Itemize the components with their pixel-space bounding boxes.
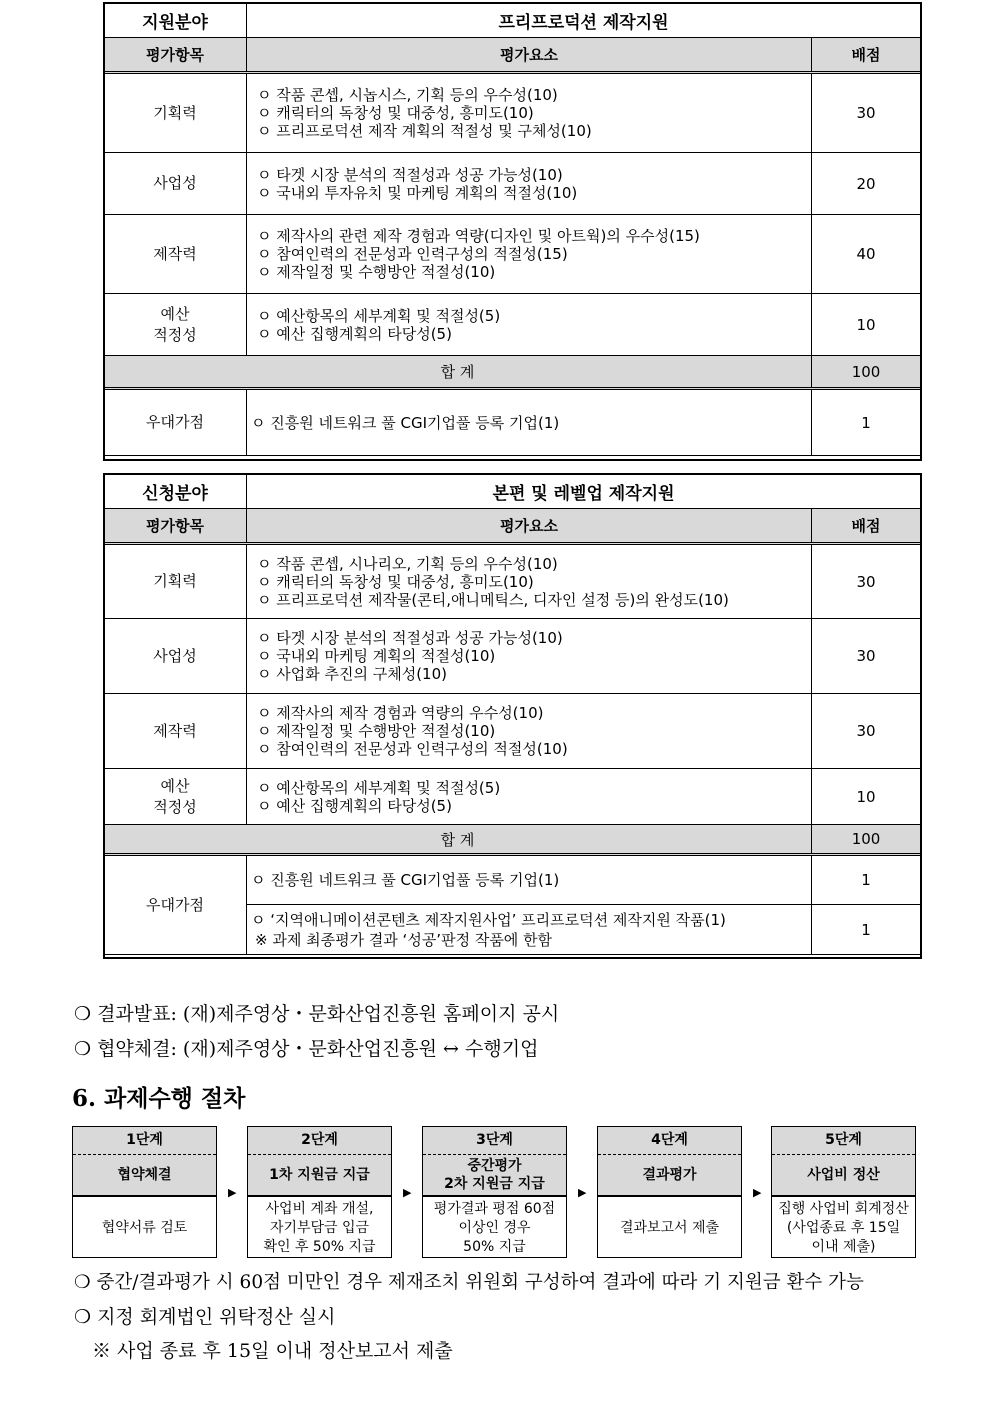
total-row xyxy=(104,356,921,389)
category-label: 적정성 xyxy=(153,797,197,816)
section-title: 6. 과제수행 절차 xyxy=(72,1085,246,1112)
criterion-item: ㅇ 제작일정 및 수행방안 적절성(10) xyxy=(257,722,496,740)
evaluation-table-preproduction xyxy=(103,2,921,456)
items-cell xyxy=(247,769,812,825)
process-step-1 xyxy=(72,1126,217,1258)
bonus-score: 1 xyxy=(812,389,921,456)
criterion-item: ㅇ 타겟 시장 분석의 적절성과 성공 가능성(10) xyxy=(257,629,563,647)
arrow-icon: ▶ xyxy=(753,1186,762,1199)
arrow-icon: ▶ xyxy=(578,1186,587,1199)
category-label: 예산 xyxy=(160,776,190,795)
footer-bullet-sanction: ❍ 중간/결과평가 시 60점 미만인 경우 제재조치 위원회 구성하여 결과에 따라 기 지원금 환수 가능 xyxy=(74,1272,864,1293)
criterion-item: ㅇ 국내외 투자유치 및 마케팅 계획의 적절성(10) xyxy=(257,183,578,202)
criterion-item: ㅇ 프리프로덕션 제작 계획의 적절성 및 구체성(10) xyxy=(257,122,592,140)
column-header-element: 평가요소 xyxy=(247,38,812,73)
category-label: 기획력 xyxy=(153,103,197,122)
criterion-item: ㅇ 캐릭터의 독창성 및 대중성, 흥미도(10) xyxy=(257,572,534,591)
bonus-item xyxy=(247,389,812,456)
items-cell xyxy=(247,544,812,619)
score-cell: 30 xyxy=(812,694,921,769)
items-cell xyxy=(247,294,812,356)
step-title: 중간평가 2차 지원금 지급 xyxy=(423,1155,566,1197)
step-desc: 사업비 계좌 개설, 자기부담금 입금 확인 후 50% 지급 xyxy=(263,1201,376,1255)
category-cell xyxy=(104,294,247,356)
criterion-item: ㅇ 캐릭터의 독창성 및 대중성, 흥미도(10) xyxy=(257,104,534,122)
items-cell xyxy=(247,215,812,294)
category-label: 사업성 xyxy=(153,646,197,665)
bonus-score: 1 xyxy=(812,855,921,905)
criterion-item: ㅇ 예산항목의 세부계획 및 적절성(5) xyxy=(257,306,501,325)
score-cell: 30 xyxy=(812,73,921,153)
category-cell xyxy=(104,73,247,153)
category-cell xyxy=(104,694,247,769)
criterion-item: ㅇ 예산 집행계획의 타당성(5) xyxy=(257,796,452,815)
score-cell: 20 xyxy=(812,153,921,215)
items-cell xyxy=(247,153,812,215)
bonus-item-text: ㅇ 진흥원 네트워크 풀 CGI기업풀 등록 기업(1) xyxy=(251,413,560,432)
column-header-item: 평가항목 xyxy=(104,38,247,73)
bonus-row xyxy=(104,389,921,456)
items-cell xyxy=(247,694,812,769)
step-stage: 5단계 xyxy=(772,1127,915,1155)
items-cell xyxy=(247,619,812,694)
category-label: 예산 xyxy=(160,304,190,323)
table-row xyxy=(104,294,921,356)
evaluation-table-main-production xyxy=(103,473,921,955)
criterion-item: ㅇ 프리프로덕션 제작물(콘티,애니메틱스, 디자인 설정 등)의 완성도(10) xyxy=(257,590,729,609)
bonus-item-note: ※ 과제 최종평가 결과 ‘성공’판정 작품에 한함 xyxy=(255,930,553,949)
total-label: 합 계 xyxy=(104,356,812,389)
total-row xyxy=(104,825,921,855)
items-cell xyxy=(247,73,812,153)
table-row xyxy=(104,694,921,769)
score-cell: 10 xyxy=(812,769,921,825)
column-header-element: 평가요소 xyxy=(247,509,812,544)
step-stage: 1단계 xyxy=(73,1127,216,1155)
criterion-item: ㅇ 작품 콘셉, 시놉시스, 기획 등의 우수성(10) xyxy=(257,86,558,104)
footer-bullet-accounting: ❍ 지정 회계법인 위탁정산 실시 xyxy=(74,1306,336,1328)
step-title: 협약체결 xyxy=(73,1155,216,1197)
bonus-item-text: ㅇ 진흥원 네트워크 풀 CGI기업풀 등록 기업(1) xyxy=(251,871,560,889)
table-row xyxy=(104,153,921,215)
step-stage: 3단계 xyxy=(423,1127,566,1155)
process-step-3 xyxy=(422,1126,567,1258)
step-title: 결과평가 xyxy=(598,1155,741,1197)
step-desc: 협약서류 검토 xyxy=(101,1220,188,1236)
bonus-item xyxy=(247,905,812,955)
bonus-item-text: ㅇ ‘지역애니메이션콘텐츠 제작지원사업’ 프리프로덕션 제작지원 작품(1) xyxy=(251,910,726,929)
bonus-item xyxy=(247,855,812,905)
step-desc: 결과보고서 제출 xyxy=(619,1220,720,1236)
step-desc: 평가결과 평점 60점 이상인 경우 50% 지급 xyxy=(433,1201,556,1255)
criterion-item: ㅇ 참여인력의 전문성과 인력구성의 적절성(10) xyxy=(257,740,568,758)
criterion-item: ㅇ 예산 집행계획의 타당성(5) xyxy=(257,324,452,343)
table-row xyxy=(104,215,921,294)
category-label: 적정성 xyxy=(153,325,197,344)
bonus-row xyxy=(104,855,921,905)
column-header-score: 배점 xyxy=(812,38,921,73)
criterion-item: ㅇ 사업화 추진의 구체성(10) xyxy=(257,665,447,683)
category-cell xyxy=(104,769,247,825)
bonus-label: 우대가점 xyxy=(104,389,247,456)
score-cell: 30 xyxy=(812,619,921,694)
step-desc: 집행 사업비 회계정산 (사업종료 후 15일 이내 제출) xyxy=(778,1201,909,1255)
category-label: 제작력 xyxy=(153,721,197,740)
criterion-item: ㅇ 참여인력의 전문성과 인력구성의 적절성(15) xyxy=(257,245,568,263)
criterion-item: ㅇ 제작일정 및 수행방안 적절성(10) xyxy=(257,263,496,281)
criterion-item: ㅇ 예산항목의 세부계획 및 적절성(5) xyxy=(257,778,501,797)
table-row xyxy=(104,544,921,619)
bonus-label: 우대가점 xyxy=(104,855,247,955)
step-stage: 4단계 xyxy=(598,1127,741,1155)
category-cell xyxy=(104,153,247,215)
category-label: 제작력 xyxy=(153,244,197,263)
category-cell xyxy=(104,544,247,619)
table-row xyxy=(104,73,921,153)
footer-note: ※ 사업 종료 후 15일 이내 정산보고서 제출 xyxy=(92,1340,453,1362)
table-row xyxy=(104,769,921,825)
process-step-2 xyxy=(247,1126,392,1258)
criterion-item: ㅇ 제작사의 제작 경험과 역량의 우수성(10) xyxy=(257,704,544,722)
field-label: 신청분야 xyxy=(104,474,247,509)
announcement-agreement: ❍ 협약체결: (재)제주영상・문화산업진흥원 ↔ 수행기업 xyxy=(74,1038,539,1060)
total-score: 100 xyxy=(812,356,921,389)
field-value: 본편 및 레벨업 제작지원 xyxy=(247,474,921,509)
category-label: 기획력 xyxy=(153,572,197,590)
column-header-score: 배점 xyxy=(812,509,921,544)
criterion-item: ㅇ 국내외 마케팅 계획의 적절성(10) xyxy=(257,647,496,665)
criterion-item: ㅇ 타겟 시장 분석의 적절성과 성공 가능성(10) xyxy=(257,165,563,184)
arrow-icon: ▶ xyxy=(228,1186,237,1199)
total-label: 합 계 xyxy=(104,825,812,855)
announcement-result: ❍ 결과발표: (재)제주영상・문화산업진흥원 홈페이지 공시 xyxy=(74,1003,560,1025)
field-label: 지원분야 xyxy=(104,3,247,38)
category-label: 사업성 xyxy=(153,174,197,192)
criterion-item: ㅇ 작품 콘셉, 시나리오, 기획 등의 우수성(10) xyxy=(257,554,558,573)
table-row xyxy=(104,619,921,694)
arrow-icon: ▶ xyxy=(403,1186,412,1199)
category-cell xyxy=(104,215,247,294)
bonus-score: 1 xyxy=(812,905,921,955)
step-title: 1차 지원금 지급 xyxy=(248,1155,391,1197)
step-title: 사업비 정산 xyxy=(772,1155,915,1197)
field-value: 프리프로덕션 제작지원 xyxy=(247,3,921,38)
step-stage: 2단계 xyxy=(248,1127,391,1155)
criterion-item: ㅇ 제작사의 관련 제작 경험과 역량(디자인 및 아트웍)의 우수성(15) xyxy=(257,227,700,245)
score-cell: 40 xyxy=(812,215,921,294)
score-cell: 30 xyxy=(812,544,921,619)
score-cell: 10 xyxy=(812,294,921,356)
total-score: 100 xyxy=(812,825,921,855)
process-step-5 xyxy=(771,1126,916,1258)
process-step-4 xyxy=(597,1126,742,1258)
category-cell xyxy=(104,619,247,694)
column-header-item: 평가항목 xyxy=(104,509,247,544)
